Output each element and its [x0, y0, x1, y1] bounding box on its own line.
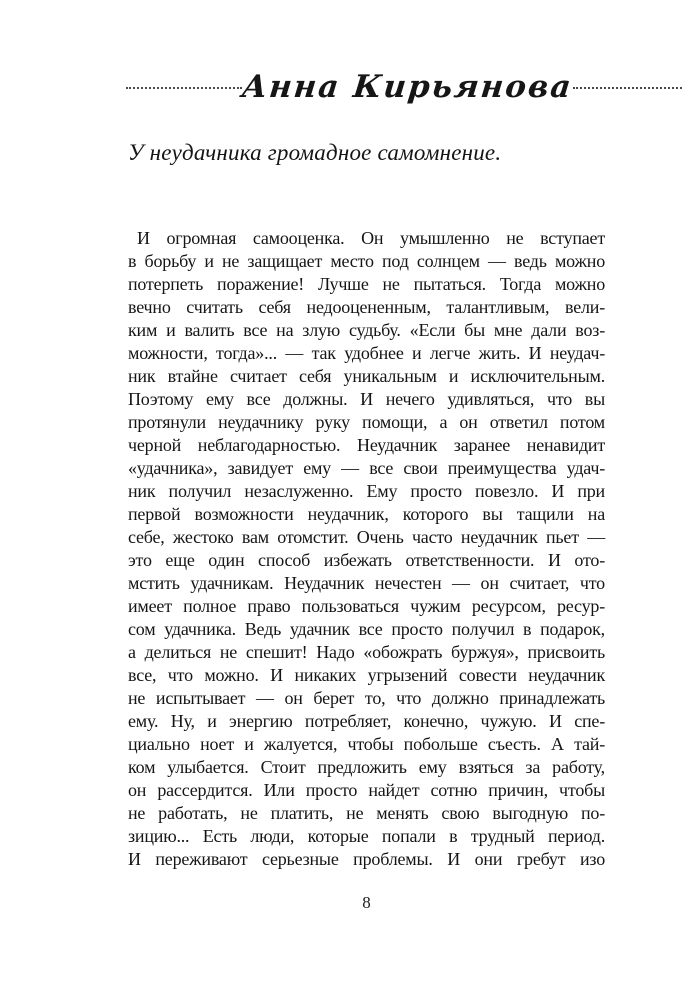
body-line: ким и валить все на злую судьбу. «Если бы мне дали воз- — [128, 320, 605, 340]
ornament-dotted-line-left — [126, 87, 242, 89]
body-line: ник получил незаслуженно. Ему просто повезло. И при — [128, 481, 605, 501]
body-line: это еще один способ избежать ответственности. И ото- — [128, 550, 605, 570]
running-head — [126, 60, 608, 114]
body-line: сом удачника. Ведь удачник все просто получил в подарок, — [128, 619, 605, 639]
body-line: И переживают серьезные проблемы. И они гребут изо — [128, 849, 605, 869]
body-line: мстить удачникам. Неудачник нечестен — он считает, что — [128, 573, 605, 593]
body-line: ему. Ну, и энергию потребляет, конечно, чужую. И спе- — [128, 711, 605, 731]
author-signature: Анна Кирьянова — [240, 69, 575, 105]
body-line: «удачника», завидует ему — все свои преимущества удач- — [128, 458, 605, 478]
body-line: себе, жестоко вам отомстит. Очень часто неудачник пьет — — [128, 527, 605, 547]
body-line: циально ноет и жалуется, чтобы побольше съесть. А тай- — [128, 734, 605, 754]
body-line: он рассердится. Или просто найдет сотню причин, чтобы — [128, 780, 605, 800]
body-text — [128, 227, 605, 871]
body-line: ком улыбается. Стоит предложить ему взяться за работу, — [128, 757, 605, 777]
ornament-dotted-line-right — [573, 87, 682, 89]
body-line: протянули неудачнику руку помощи, а он ответил потом — [128, 412, 605, 432]
chapter-heading: У неудачника громадное самомнение. — [128, 140, 502, 165]
body-line: зицию... Есть люди, которые попали в трудный период. — [128, 826, 605, 846]
body-line: не испытывает — он берет то, что должно принадлежать — [128, 688, 605, 708]
body-line: Поэтому ему все должны. И нечего удивляться, что вы — [128, 389, 605, 409]
page-number: 8 — [362, 893, 371, 912]
body-line: имеет полное право пользоваться чужим ресурсом, ресур- — [128, 596, 605, 616]
body-line: а делиться не спешит! Надо «обожрать буржуя», присвоить — [128, 642, 605, 662]
body-line: в борьбу и не защищает место под солнцем — ведь можно — [128, 251, 605, 271]
body-line: черной неблагодарностью. Неудачник заранее ненавидит — [128, 435, 605, 455]
body-line: первой возможности неудачник, которого вы тащили на — [128, 504, 605, 524]
body-line: ник втайне считает себя уникальным и исключительным. — [128, 366, 605, 386]
body-line: вечно считать себя недооцененным, талантливым, вели- — [128, 297, 605, 317]
body-line: можности, тогда»... — так удобнее и легче жить. И неудач- — [128, 343, 605, 363]
body-line: все, что можно. И никаких угрызений совести неудачник — [128, 665, 605, 685]
body-line: И огромная самооценка. Он умышленно не вступает — [137, 228, 605, 248]
body-line: не работать, не платить, не менять свою выгодную по- — [128, 803, 605, 823]
body-line: потерпеть поражение! Лучше не пытаться. Тогда можно — [128, 274, 605, 294]
